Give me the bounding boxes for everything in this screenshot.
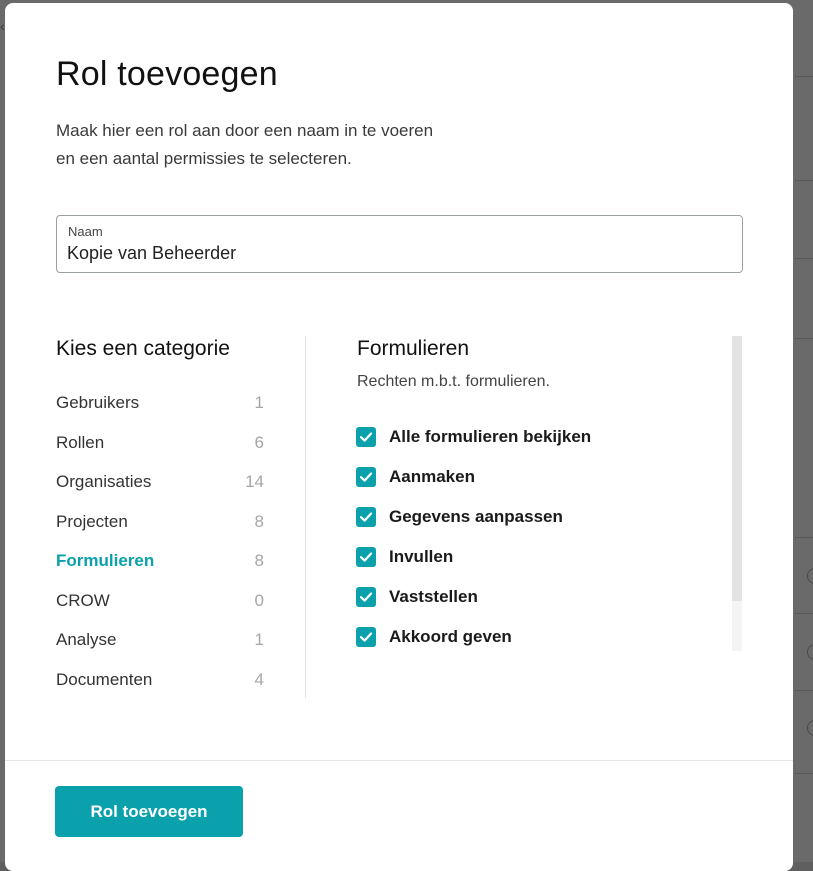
category-item-organisaties[interactable] — [56, 468, 267, 508]
check-icon — [359, 550, 373, 564]
chevron-left-icon: ‹ — [0, 18, 5, 34]
permission-label: Vaststellen — [389, 587, 478, 606]
category-label: Projecten — [56, 511, 128, 531]
checkbox-checked[interactable] — [356, 467, 376, 487]
background-divider — [795, 180, 813, 181]
name-field-label: Naam — [68, 224, 103, 239]
permission-item[interactable] — [356, 543, 716, 583]
category-item-documenten[interactable] — [56, 666, 267, 706]
category-label: Analyse — [56, 630, 117, 649]
permissions-subtitle: Rechten m.b.t. formulieren. — [357, 373, 550, 390]
dialog-title: Rol toevoegen — [56, 55, 278, 93]
category-count: 6 — [254, 432, 264, 452]
description-line: en een aantal permissies te selecteren. — [56, 149, 352, 168]
permission-item[interactable] — [356, 503, 716, 543]
checkbox-checked[interactable] — [356, 587, 376, 607]
add-role-button[interactable]: Rol toevoegen — [55, 786, 243, 837]
background-radio — [807, 720, 813, 736]
name-input[interactable] — [67, 241, 727, 265]
category-heading: Kies een categorie — [56, 337, 230, 360]
background-radio — [807, 568, 813, 584]
permission-item[interactable] — [356, 463, 716, 503]
check-icon — [359, 470, 373, 484]
checkbox-checked[interactable] — [356, 547, 376, 567]
category-item-crow[interactable] — [56, 587, 267, 627]
column-divider — [305, 336, 306, 698]
background-divider — [795, 338, 813, 339]
category-list — [56, 389, 267, 705]
description-line: Maak hier een rol aan door een naam in te voeren — [56, 121, 434, 140]
checkbox-checked[interactable] — [356, 427, 376, 447]
category-count: 0 — [254, 590, 264, 610]
category-count: 14 — [245, 472, 264, 491]
category-label: Rollen — [56, 432, 105, 452]
permission-label: Gegevens aanpassen — [389, 507, 563, 526]
check-icon — [359, 630, 373, 644]
permissions-heading: Formulieren — [357, 337, 470, 360]
background-divider — [795, 537, 813, 538]
permission-label: Invullen — [389, 547, 454, 566]
category-count: 4 — [254, 669, 264, 689]
check-icon — [359, 590, 373, 604]
category-count: 1 — [254, 393, 264, 412]
check-icon — [359, 430, 373, 444]
background-divider — [795, 258, 813, 259]
category-count: 1 — [254, 630, 264, 649]
category-item-analyse[interactable] — [56, 626, 267, 666]
category-item-gebruikers[interactable] — [56, 389, 267, 429]
category-label: Gebruikers — [56, 393, 140, 412]
background-divider — [795, 773, 813, 774]
background-divider — [795, 76, 813, 77]
background-radio — [807, 644, 813, 660]
category-label: CROW — [56, 590, 110, 610]
permission-label: Alle formulieren bekijken — [389, 427, 592, 446]
background-divider — [795, 690, 813, 691]
name-field[interactable] — [56, 215, 743, 273]
category-label: Formulieren — [56, 551, 155, 570]
permission-label: Akkoord geven — [389, 627, 512, 646]
category-item-projecten[interactable] — [56, 508, 267, 548]
dialog-description — [56, 117, 536, 173]
category-count: 8 — [254, 511, 264, 531]
permission-item[interactable] — [356, 583, 716, 623]
checkbox-checked[interactable] — [356, 627, 376, 647]
check-icon — [359, 510, 373, 524]
category-label: Organisaties — [56, 472, 152, 491]
permissions-list — [356, 423, 716, 663]
add-role-dialog — [5, 3, 793, 871]
category-item-formulieren[interactable] — [56, 547, 267, 587]
category-count: 8 — [254, 551, 264, 570]
category-label: Documenten — [56, 669, 153, 689]
permission-item[interactable] — [356, 423, 716, 463]
permission-item[interactable] — [356, 623, 716, 663]
footer-divider — [5, 760, 793, 761]
category-item-rollen[interactable] — [56, 429, 267, 469]
scrollbar-thumb[interactable] — [732, 336, 742, 601]
checkbox-checked[interactable] — [356, 507, 376, 527]
permission-label: Aanmaken — [389, 467, 475, 486]
background-divider — [795, 613, 813, 614]
